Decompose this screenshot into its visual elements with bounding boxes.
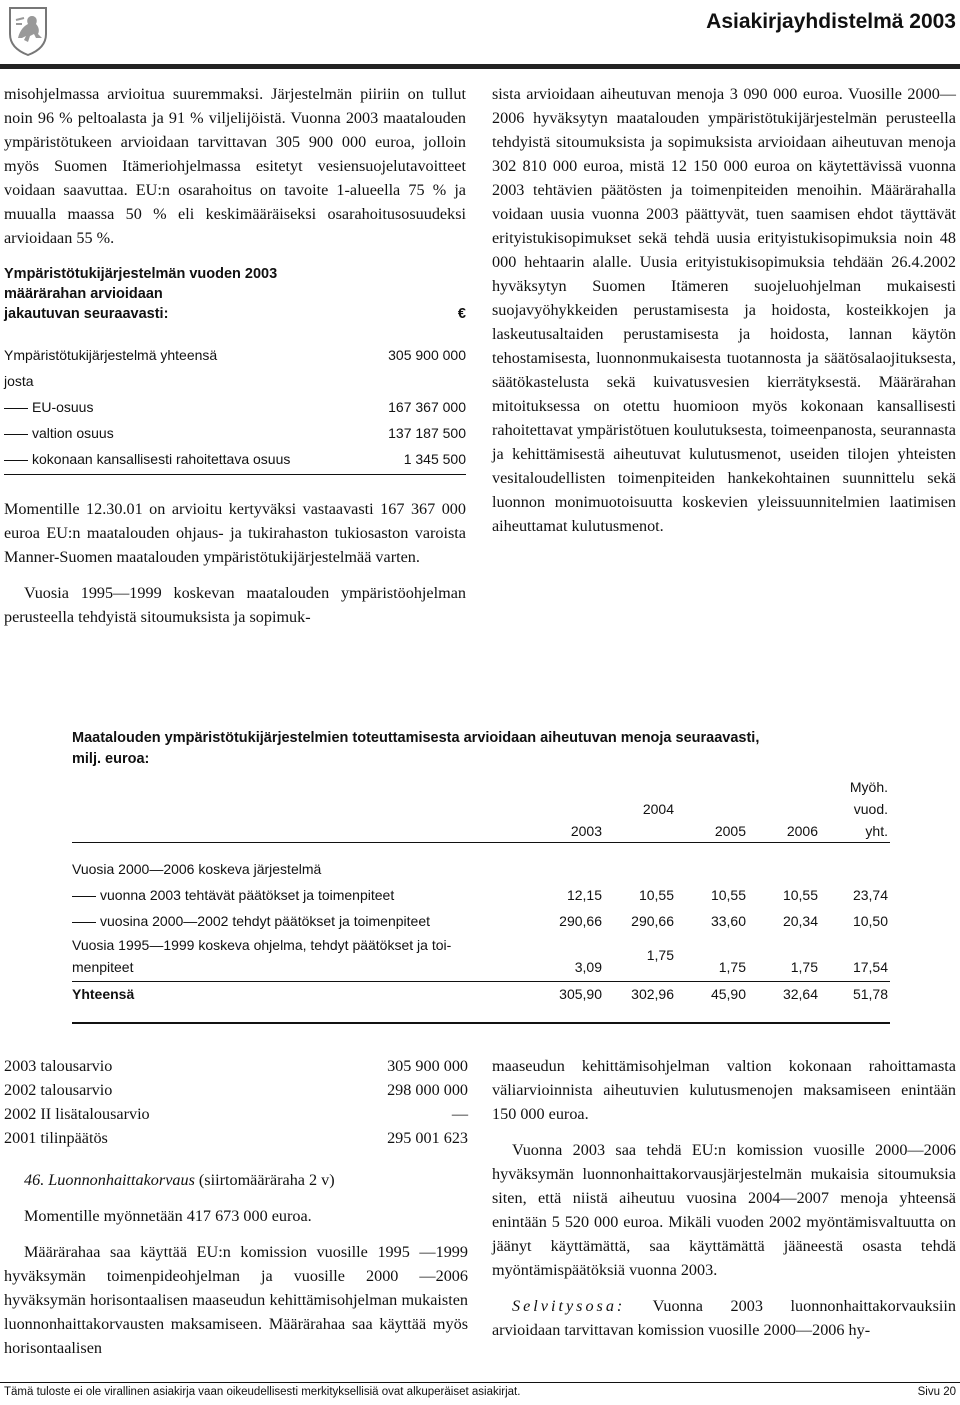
dash-mark — [4, 460, 28, 461]
budget-row-label: 2002 II lisätalousarvio — [4, 1105, 150, 1123]
section-label: Vuosia 2000—2006 koskeva järjestelmä — [72, 861, 322, 877]
table-row — [72, 935, 890, 981]
page-footer — [4, 1386, 956, 1398]
cell-2006: 10,55 — [782, 887, 818, 903]
cell-2003: 305,90 — [559, 986, 602, 1002]
cell-2006: 1,75 — [790, 959, 818, 975]
cell-2005: 45,90 — [710, 986, 746, 1002]
budget-row-value: 305 900 000 — [387, 1057, 468, 1075]
allocation-row-value: 137 187 500 — [388, 425, 466, 441]
budget-row-label: 2002 talousarvio — [4, 1081, 113, 1099]
cell-2004: 302,96 — [631, 986, 674, 1002]
table-row — [72, 883, 890, 909]
budget-row-value: 295 001 623 — [387, 1129, 468, 1147]
budget-row-value: — — [451, 1105, 468, 1123]
column-later-line-3: yht. — [865, 823, 888, 839]
table-total-row — [72, 981, 890, 1008]
item-title: Luonnonhaittakorvaus — [48, 1171, 195, 1189]
item-amount: Momentille myönnetään 417 673 000 euroa. — [24, 1207, 312, 1225]
allocation-row-value: 167 367 000 — [388, 399, 466, 415]
allocation-heading — [4, 264, 466, 324]
allocation-row — [4, 446, 466, 475]
allocation-heading-line-1: Ympäristötukijärjestelmän vuoden 2003 — [4, 266, 278, 282]
total-label: Yhteensä — [72, 986, 135, 1002]
right-column — [492, 82, 956, 538]
cell-2004: 1,75 — [646, 947, 674, 963]
row-label-line-2: menpiteet — [72, 959, 134, 975]
allocation-row-value: 1 345 500 — [403, 451, 466, 467]
expense-table — [72, 776, 890, 1008]
column-later-line-2: vuod. — [853, 801, 888, 817]
cell-later: 10,50 — [852, 913, 888, 929]
allocation-total-value: 305 900 000 — [388, 347, 466, 363]
left-paragraph-1: misohjelmassa arvioitua suuremmaksi. Järjestelmän piiriin on tullut noin 96 % peltoalasta ja 91 % viljelijöistä. Vuonna 2003 maatalouden ympäristötukeen arvioidaan tarvittavan 305 900 000 euroa, jolloin myös Suomen Itämeriohjelmassa esitetyt vesiensuojelutavoitteet voidaan saavuttaa. EU:n osarahoitus on tavoite 1-alueella 75 % ja muualla maassa 50 % eli keskimääräiseksi osarahoitusosuudeksi arvioidaan 55 %. — [4, 85, 466, 247]
left-column — [4, 82, 466, 629]
expense-table-title: Maatalouden ympäristötukijärjestelmien toteuttamisesta arvioidaan aiheutuvan menoja seuraavasti, milj. euroa: — [72, 730, 760, 767]
budget-row — [4, 1078, 468, 1102]
budget-row — [4, 1102, 468, 1126]
item-paragraph-block — [4, 1240, 468, 1360]
cell-2006: 32,64 — [782, 986, 818, 1002]
cell-2005: 1,75 — [718, 959, 746, 975]
page-header — [0, 0, 960, 72]
right-lower-paragraph-3 — [492, 1294, 956, 1342]
row-label: vuosina 2000—2002 tehdyt päätökset ja toimenpiteet — [100, 913, 431, 929]
column-2005: 2005 — [714, 823, 746, 839]
currency-label: € — [457, 306, 466, 322]
cell-2005: 33,60 — [710, 913, 746, 929]
item-number: 46. — [24, 1171, 45, 1189]
selvitys-label: Selvitysosa: — [512, 1297, 626, 1315]
cell-2004: 10,55 — [638, 887, 674, 903]
header-rule — [0, 64, 960, 69]
document-title: Asiakirjayhdistelmä 2003 — [706, 10, 956, 33]
column-2003: 2003 — [570, 823, 602, 839]
page-number: Sivu 20 — [917, 1386, 956, 1398]
budget-row — [4, 1126, 468, 1150]
left-paragraph-3: Vuosia 1995—1999 koskevan maatalouden ympäristöohjelman perusteella tehdyistä sitoumuksista ja sopimuk- — [4, 584, 466, 626]
selvitys-text: Vuonna 2003 luonnonhaittakorvauksiin arvioidaan tarvittavan komission vuosille 2000—2006 hy- — [492, 1297, 956, 1339]
table-bottom-rule — [72, 1022, 890, 1024]
item-heading-block — [24, 1168, 468, 1228]
cell-later: 51,78 — [852, 986, 888, 1002]
cell-2003: 290,66 — [559, 913, 602, 929]
cell-2004: 290,66 — [631, 913, 674, 929]
footer-disclaimer: Tämä tuloste ei ole virallinen asiakirja vaan oikeudellisesti merkityksellisiä ovat alkuperäiset asiakirjat. — [4, 1386, 521, 1398]
item-paragraph: Määrärahaa saa käyttää EU:n komission vuosille 1995 —1999 hyväksymän toimenpideohjelman ja vuosille 2000 —2006 hyväksymän horisontaalisen maaseudun kehittämisohjelman mukaisten luonnonhaittakorvausten maksamiseen. Määrärahaa saa käyttää myös horisontaalisen — [4, 1243, 468, 1357]
budget-row — [4, 1054, 468, 1078]
allocation-row-label: kokonaan kansallisesti rahoitettava osuus — [32, 451, 291, 467]
coat-of-arms-lion-icon — [4, 4, 52, 56]
cell-later: 17,54 — [852, 959, 888, 975]
column-2004: 2004 — [642, 801, 674, 817]
cell-2006: 20,34 — [782, 913, 818, 929]
allocation-heading-line-3: jakautuvan seuraavasti: — [4, 306, 169, 322]
right-column-lower — [492, 1054, 956, 1342]
row-label: vuonna 2003 tehtävät päätökset ja toimenpiteet — [100, 887, 395, 903]
allocation-total-row — [4, 342, 466, 368]
table-row — [72, 909, 890, 935]
item-suffix: (siirtomääräraha 2 v) — [198, 1171, 335, 1189]
right-lower-paragraph-2: Vuonna 2003 saa tehdä EU:n komission vuosille 2000—2006 hyväksymän luonnonhaittakorvausjärjestelmän mukaisia sitoumuksia siten, että niistä aiheutuu vuosina 2004—2007 menoja yhteensä enintään 5 520 000 euroa. Mikäli vuoden 2002 myöntämisvaltuutta on jäänyt käyttämättä, saa käyttämättä jääneestä osasta tehdä myöntämispäätöksiä vuonna 2003. — [492, 1141, 956, 1279]
allocation-total-label: Ympäristötukijärjestelmä yhteensä — [4, 347, 218, 363]
right-paragraph-1: sista arvioidaan aiheutuvan menoja 3 090 000 euroa. Vuosille 2000—2006 hyväksytyn maatalouden ympäristötukijärjestelmän perusteella tehdyistä sitoumuksista ja sopimuksista arvioidaan aiheutuvan menoja 302 810 000 euroa, mistä 12 150 000 euroa on käytettävissä vuonna 2003 tehtävien päätösten ja toimenpiteiden menoihin. Määrärahalla voidaan uusia vuonna 2003 päättyvät, tuen saamisen ehdot täyttävät erityistukisopimukset sekä tehdä uusia erityistukisopimuksia noin 48 000 hehtaarin alalle. Uusia erityistukisopimuksia tehdään 26.4.2002 hyväksytyn Suomen Itämeren suojeluohjelman mukaisesti suojavyöhykkeiden perustamisesta ja hoidosta, kosteikkojen ja laskeutusaltaiden perustamisesta ja hoidosta, lannan käytön tehostamisesta, luonnonmukaisesta tuotannosta ja säätösalaojituksesta, säätökastelusta sekä kuivatusvesien kierrätyksestä. Määrärahan mitoituksessa on otettu huomioon myös kokonaan kansallisesti rahoitettavat ympäristötuen koulutuksesta, toimeenpanosta, seurannasta ja kehittämisestä aiheutuvat kulutusmenot, useiden tilojen yhteisten vesitaloudellisten toimenpiteiden hankekohtainen suunnittelu sekä luonnon monimuotoisuutta koskevien yleissuunnitelmien laatimisen aiheuttamat kulutusmenot. — [492, 85, 956, 535]
left-paragraph-2: Momentille 12.30.01 on arvioitu kertyväksi vastaavasti 167 367 000 euroa EU:n maatalouden ohjaus- ja tukirahaston tukiosaston varoista Manner-Suomen maatalouden ympäristötukijärjestelmää varten. — [4, 500, 466, 566]
right-lower-paragraph-1: maaseudun kehittämisohjelman valtion kokonaan rahoittamasta väliarvioinnista aiheutuvien kulutusmenojen maksamiseen enintään 150 000 euroa. — [492, 1057, 956, 1123]
expense-table-body — [72, 843, 890, 1008]
footer-rule — [0, 1382, 960, 1383]
dash-mark — [4, 434, 28, 435]
expense-table-header — [72, 776, 890, 843]
dash-mark — [72, 896, 96, 897]
cell-2003: 3,09 — [574, 959, 602, 975]
allocation-table — [4, 342, 466, 475]
budget-row-label: 2003 talousarvio — [4, 1057, 113, 1075]
allocation-row — [4, 394, 466, 420]
cell-later: 23,74 — [852, 887, 888, 903]
cell-2005: 10,55 — [710, 887, 746, 903]
cell-2003: 12,15 — [566, 887, 602, 903]
allocation-josta-label: josta — [4, 373, 34, 389]
allocation-row-label: EU-osuus — [32, 399, 94, 415]
dash-mark — [72, 922, 96, 923]
budget-history — [4, 1054, 468, 1150]
column-2006: 2006 — [786, 823, 818, 839]
allocation-josta-row — [4, 368, 466, 394]
allocation-row — [4, 420, 466, 446]
table-row — [72, 857, 890, 883]
dash-mark — [4, 408, 28, 409]
column-later-line-1: Myöh. — [849, 779, 888, 795]
item-heading — [24, 1168, 468, 1192]
allocation-row-label: valtion osuus — [32, 425, 114, 441]
budget-row-value: 298 000 000 — [387, 1081, 468, 1099]
budget-row-label: 2001 tilinpäätös — [4, 1129, 108, 1147]
allocation-heading-line-2: määrärahan arvioidaan — [4, 286, 163, 302]
row-label-line-1: Vuosia 1995—1999 koskeva ohjelma, tehdyt päätökset ja toi- — [72, 937, 452, 953]
